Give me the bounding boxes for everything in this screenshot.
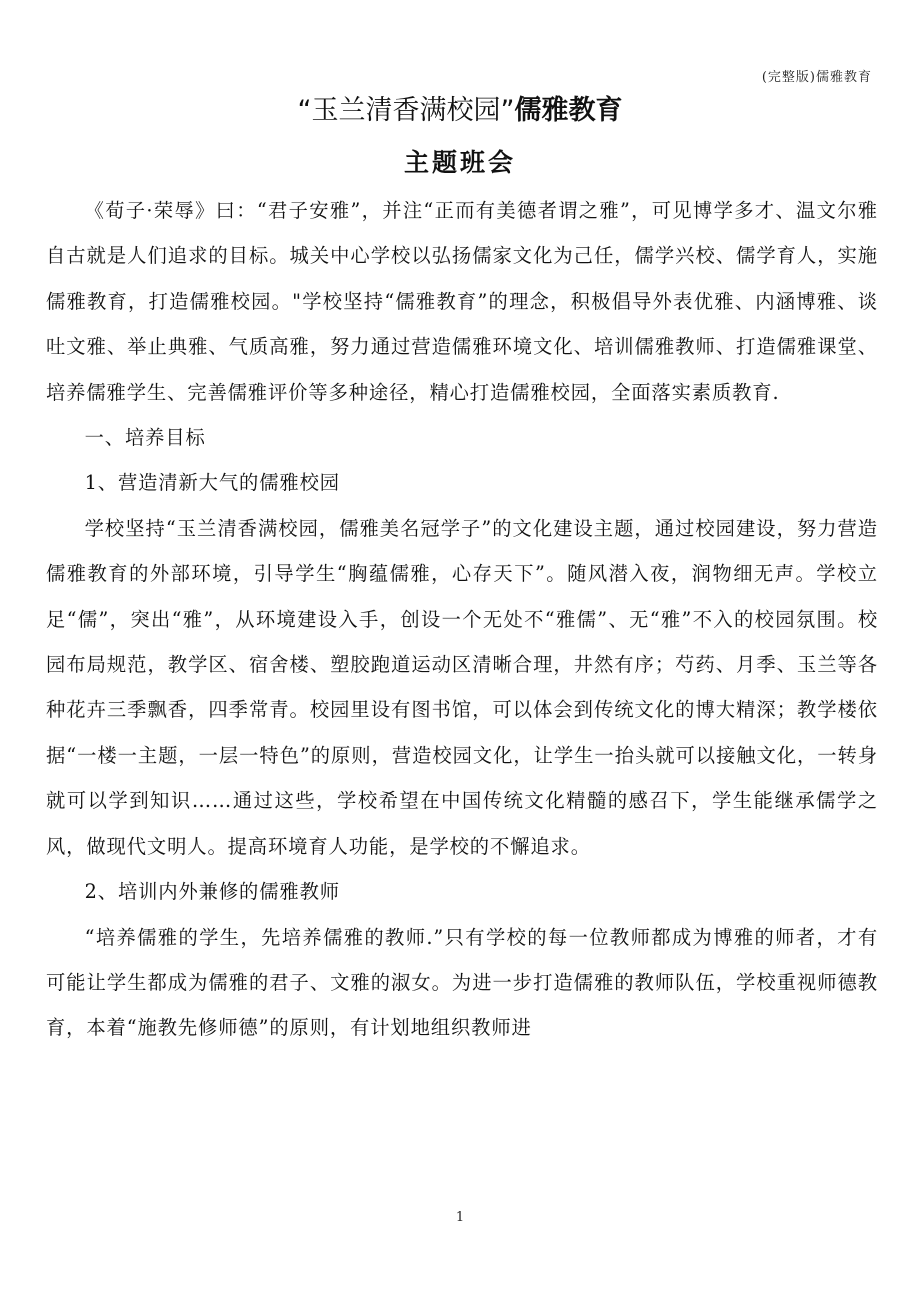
title-main: 儒雅教育 [514, 95, 623, 126]
paragraph-intro: 《荀子·荣辱》曰：“君子安雅”，并注“正而有美德者谓之雅”，可见博学多才、温文尔雅自古就是人们追求的目标。城关中心学校以弘扬儒家文化为己任，儒学兴校、儒学育人，实施儒雅教育，打造儒雅校园。"学校坚持“儒雅教育”的理念，积极倡导外表优雅、内涵博雅、谈吐文雅、举止典雅、气质高雅，努力通过营造儒雅环境文化、培训儒雅教师、打造儒雅课堂、培养儒雅学生、完善儒雅评价等多种途径，精心打造儒雅校园，全面落实素质教育. [46, 199, 878, 404]
document-body [46, 188, 878, 1051]
document-title [0, 91, 920, 131]
paragraph-teachers: “培养儒雅的学生，先培养儒雅的教师.”只有学校的每一位教师都成为博雅的师者，才有可能让学生都成为儒雅的君子、文雅的淑女。为进一步打造儒雅的教师队伍，学校重视师德教育，本着“施教先修师德”的原则，有计划地组织教师进 [46, 925, 878, 1040]
section-heading-goals: 一、培养目标 [84, 426, 206, 450]
title-quote: “玉兰清香满校园” [297, 95, 515, 126]
paragraph-campus: 学校坚持“玉兰清香满校园，儒雅美名冠学子”的文化建设主题，通过校园建设，努力营造儒雅教育的外部环境，引导学生“胸蕴儒雅，心存天下”。随风潜入夜，润物细无声。学校立足“儒”，突出“雅”，从环境建设入手，创设一个无处不“雅儒”、无“雅”不入的校园氛围。校园布局规范，教学区、宿舍楼、塑胶跑道运动区清晰合理，井然有序；芍药、月季、玉兰等各种花卉三季飘香，四季常青。校园里设有图书馆，可以体会到传统文化的博大精深；教学楼依据“一楼一主题，一层一特色”的原则，营造校园文化，让学生一抬头就可以接触文化，一转身就可以学到知识……通过这些，学校希望在中国传统文化精髓的感召下，学生能继承儒学之风，做现代文明人。提高环境育人功能，是学校的不懈追求。 [46, 516, 878, 858]
page-number: 1 [455, 1210, 465, 1225]
header-note: (完整版)儒雅教育 [761, 70, 872, 85]
subsection-heading-campus: 1、营造清新大气的儒雅校园 [84, 471, 340, 495]
document-subtitle: 主题班会 [403, 148, 516, 177]
subsection-heading-teachers: 2、培训内外兼修的儒雅教师 [84, 880, 340, 904]
